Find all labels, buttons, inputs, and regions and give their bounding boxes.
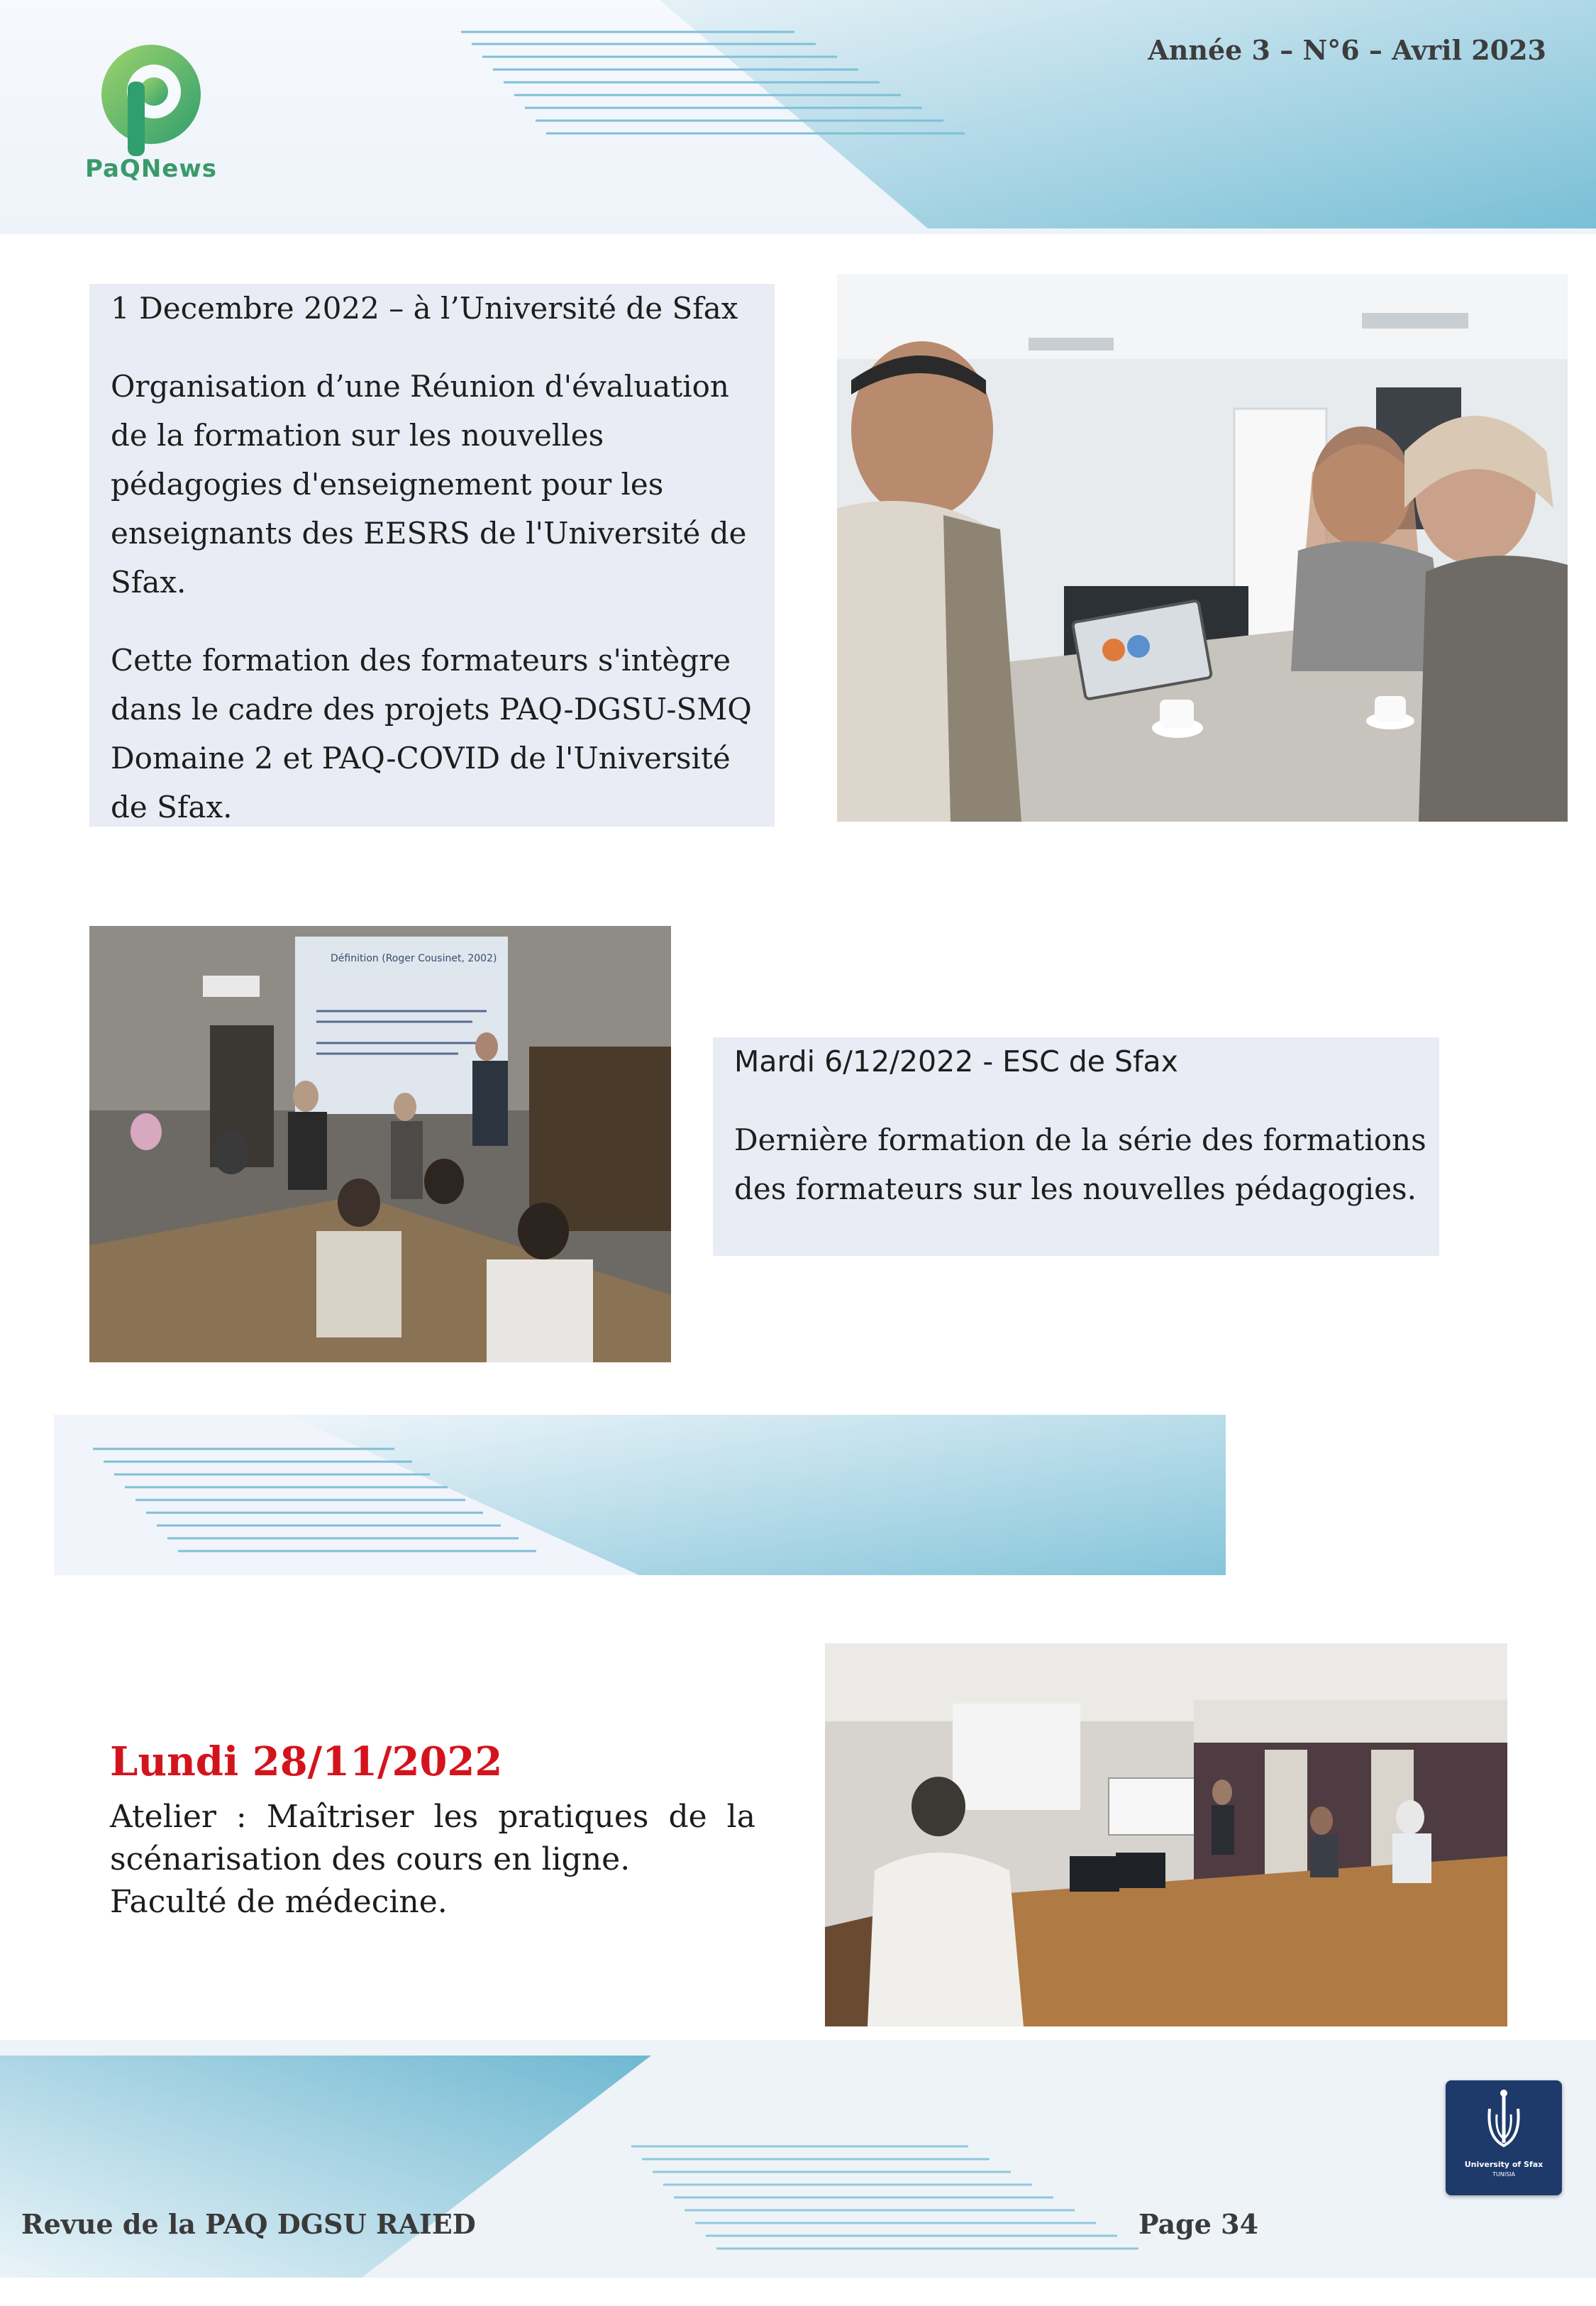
university-logo-sub: TUNISIA [1492, 2171, 1515, 2178]
photo-workshop-room [825, 1643, 1507, 2026]
article2-panel [713, 1037, 1439, 1256]
photo-training-room [89, 926, 671, 1362]
university-emblem-icon [1446, 2080, 1562, 2158]
university-logo [1446, 2080, 1562, 2195]
footer-decoration [0, 2040, 1596, 2278]
photo-meeting-selfie [837, 274, 1568, 822]
divider-decoration [54, 1415, 1226, 1575]
article3-line2: Faculté de médecine. [110, 1884, 448, 1920]
article2-paragraph: Dernière formation de la série des formations des formateurs sur les nouvelles pédagogies. [734, 1122, 1426, 1206]
article3-line1-text: Atelier : Maîtriser les pratiques de la scénarisation des cours en ligne. [110, 1799, 755, 1877]
university-logo-label: University of Sfax [1464, 2160, 1544, 2169]
article1-panel [89, 284, 775, 827]
article2-date: Mardi 6/12/2022 - ESC de Sfax [734, 1044, 1178, 1078]
section-divider-band [54, 1415, 1226, 1575]
article3-title: Lundi 28/11/2022 [110, 1738, 503, 1785]
footer-band [0, 2040, 1596, 2278]
article1-paragraph1: Organisation d’une Réunion d'évaluation de la formation sur les nouvelles pédagogies d'enseignement pour les enseignants des EESRS de l'Université de Sfax. [111, 369, 747, 600]
footer-page-number: Page 34 [1138, 2208, 1259, 2240]
footer-publication: Revue de la PAQ DGSU RAIED [21, 2208, 476, 2240]
article1-paragraph2: Cette formation des formateurs s'intègre dans le cadre des projets PAQ-DGSU-SMQ Domaine 2 et PAQ-COVID de l'Université de Sfax. [111, 643, 752, 824]
logo-wordmark: PaQNews [84, 155, 217, 183]
article1-date: 1 Decembre 2022 – à l’Université de Sfax [111, 291, 738, 326]
article3-line1 [110, 1796, 755, 1881]
issue-line: Année 3 – N°6 – Avril 2023 [1148, 34, 1546, 66]
slide-title: Définition (Roger Cousinet, 2002) [331, 953, 497, 964]
